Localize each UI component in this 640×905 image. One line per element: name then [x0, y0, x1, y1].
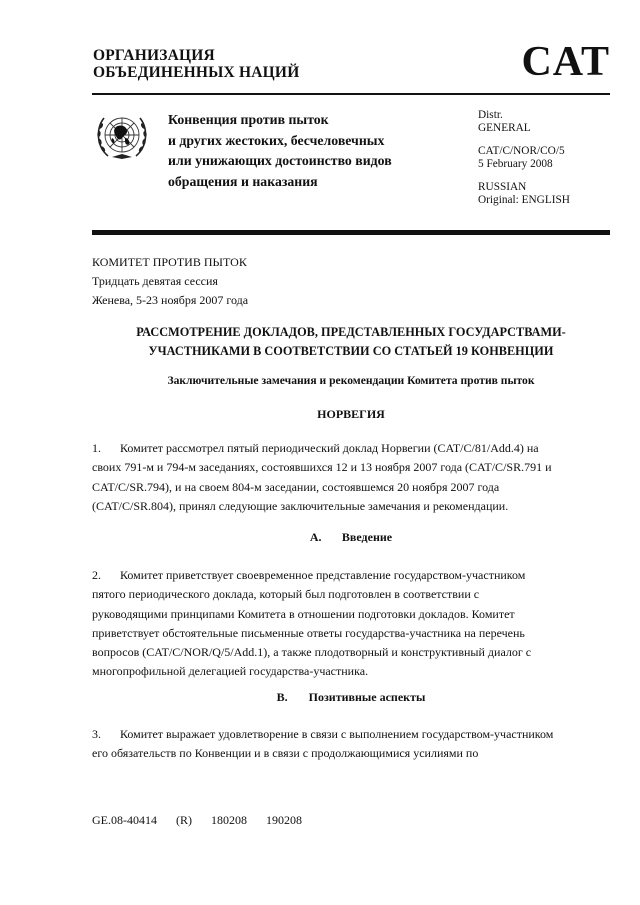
header-rule-bottom [92, 230, 610, 235]
organization-line-2: ОБЪЕДИНЕННЫХ НАЦИЙ [93, 64, 300, 81]
page-footer [92, 813, 318, 827]
paragraph-line: приветствует обстоятельные письменные ответы государства-участника на перечень [92, 625, 525, 640]
document-symbol: CAT/C/NOR/CO/5 [478, 145, 565, 157]
distribution-label: Distr. [478, 109, 503, 121]
organization-name [93, 47, 299, 81]
un-emblem-icon [92, 108, 152, 164]
job-number: GE.08-40414 [92, 813, 157, 827]
document-language: RUSSIAN [478, 181, 527, 193]
section-title: Позитивные аспекты [308, 690, 426, 704]
paragraph-line: Комитет выражает удовлетворение в связи с выполнением государством-участником [120, 727, 554, 741]
document-title [92, 323, 610, 360]
document-date: 5 February 2008 [478, 158, 553, 170]
footer-date-1: 180208 [211, 813, 247, 827]
convention-title [168, 110, 392, 192]
document-subtitle: Заключительные замечания и рекомендации Комитета против пыток [167, 374, 535, 387]
paragraph-line: пятого периодического доклада, который был подготовлен в соответствии с [92, 587, 480, 602]
country-heading: НОРВЕГИЯ [317, 407, 385, 421]
paragraph-line: своих 791-м и 794-м заседаниях, состоявшихся 12 и 13 ноября 2007 года (CAT/C/SR.791 и [92, 460, 552, 475]
distribution-block [478, 109, 570, 207]
edition-marker: (R) [176, 813, 192, 827]
convention-line: обращения и наказания [168, 173, 318, 189]
title-line-2: УЧАСТНИКАМИ В СООТВЕТСТВИИ СО СТАТЬЕЙ 19 КОНВЕНЦИИ [148, 343, 554, 358]
section-letter: B. [276, 690, 288, 704]
section-heading-introduction [92, 530, 610, 544]
paragraph-line: многопрофильной делегацией государства-участника. [92, 664, 369, 679]
section-heading-positive-aspects [92, 690, 610, 704]
convention-line: и других жестоких, бесчеловечных [168, 132, 385, 148]
convention-line: Конвенция против пыток [168, 112, 329, 127]
paragraph-number: 2. [92, 568, 101, 582]
paragraph-line: (CAT/C/SR.804), принял следующие заключительные замечания и рекомендации. [92, 498, 509, 513]
footer-date-2: 190208 [266, 813, 302, 827]
title-line-1: РАССМОТРЕНИЕ ДОКЛАДОВ, ПРЕДСТАВЛЕННЫХ ГОСУДАРСТВАМИ- [136, 325, 566, 339]
paragraph-line: Комитет приветствует своевременное представление государством-участником [120, 568, 526, 582]
distribution-value: GENERAL [478, 122, 531, 134]
header-rule-top [92, 93, 610, 95]
organization-line-1: ОРГАНИЗАЦИЯ [93, 47, 215, 64]
committee-session: Тридцать девятая сессия [92, 274, 218, 288]
document-series-symbol: CAT [521, 39, 610, 85]
paragraph-3 [92, 725, 610, 764]
paragraph-2 [92, 566, 610, 682]
convention-line: или унижающих достоинство видов [168, 153, 392, 168]
paragraph-number: 1. [92, 441, 101, 455]
original-language: Original: ENGLISH [478, 194, 570, 206]
committee-place-dates: Женева, 5-23 ноября 2007 года [92, 293, 249, 307]
paragraph-1 [92, 439, 610, 516]
paragraph-line: вопросов (CAT/C/NOR/Q/5/Add.1), а также плодотворный и конструктивный диалог с [92, 645, 532, 660]
paragraph-line: CAT/C/SR.794), и на своем 804-м заседании, состоявшемся 20 ноября 2007 года [92, 479, 500, 494]
committee-block [92, 253, 248, 310]
section-letter: A. [309, 530, 322, 544]
committee-name: КОМИТЕТ ПРОТИВ ПЫТОК [92, 255, 247, 269]
paragraph-number: 3. [92, 727, 101, 741]
paragraph-line: Комитет рассмотрел пятый периодический доклад Норвегии (CAT/C/81/Add.4) на [120, 441, 539, 455]
paragraph-line: руководящими принципами Комитета в отношении подготовки докладов. Комитет [92, 606, 515, 621]
section-title: Введение [341, 530, 393, 544]
paragraph-line: его обязательств по Конвенции и в связи с продолжающимися усилиями по [92, 746, 479, 761]
